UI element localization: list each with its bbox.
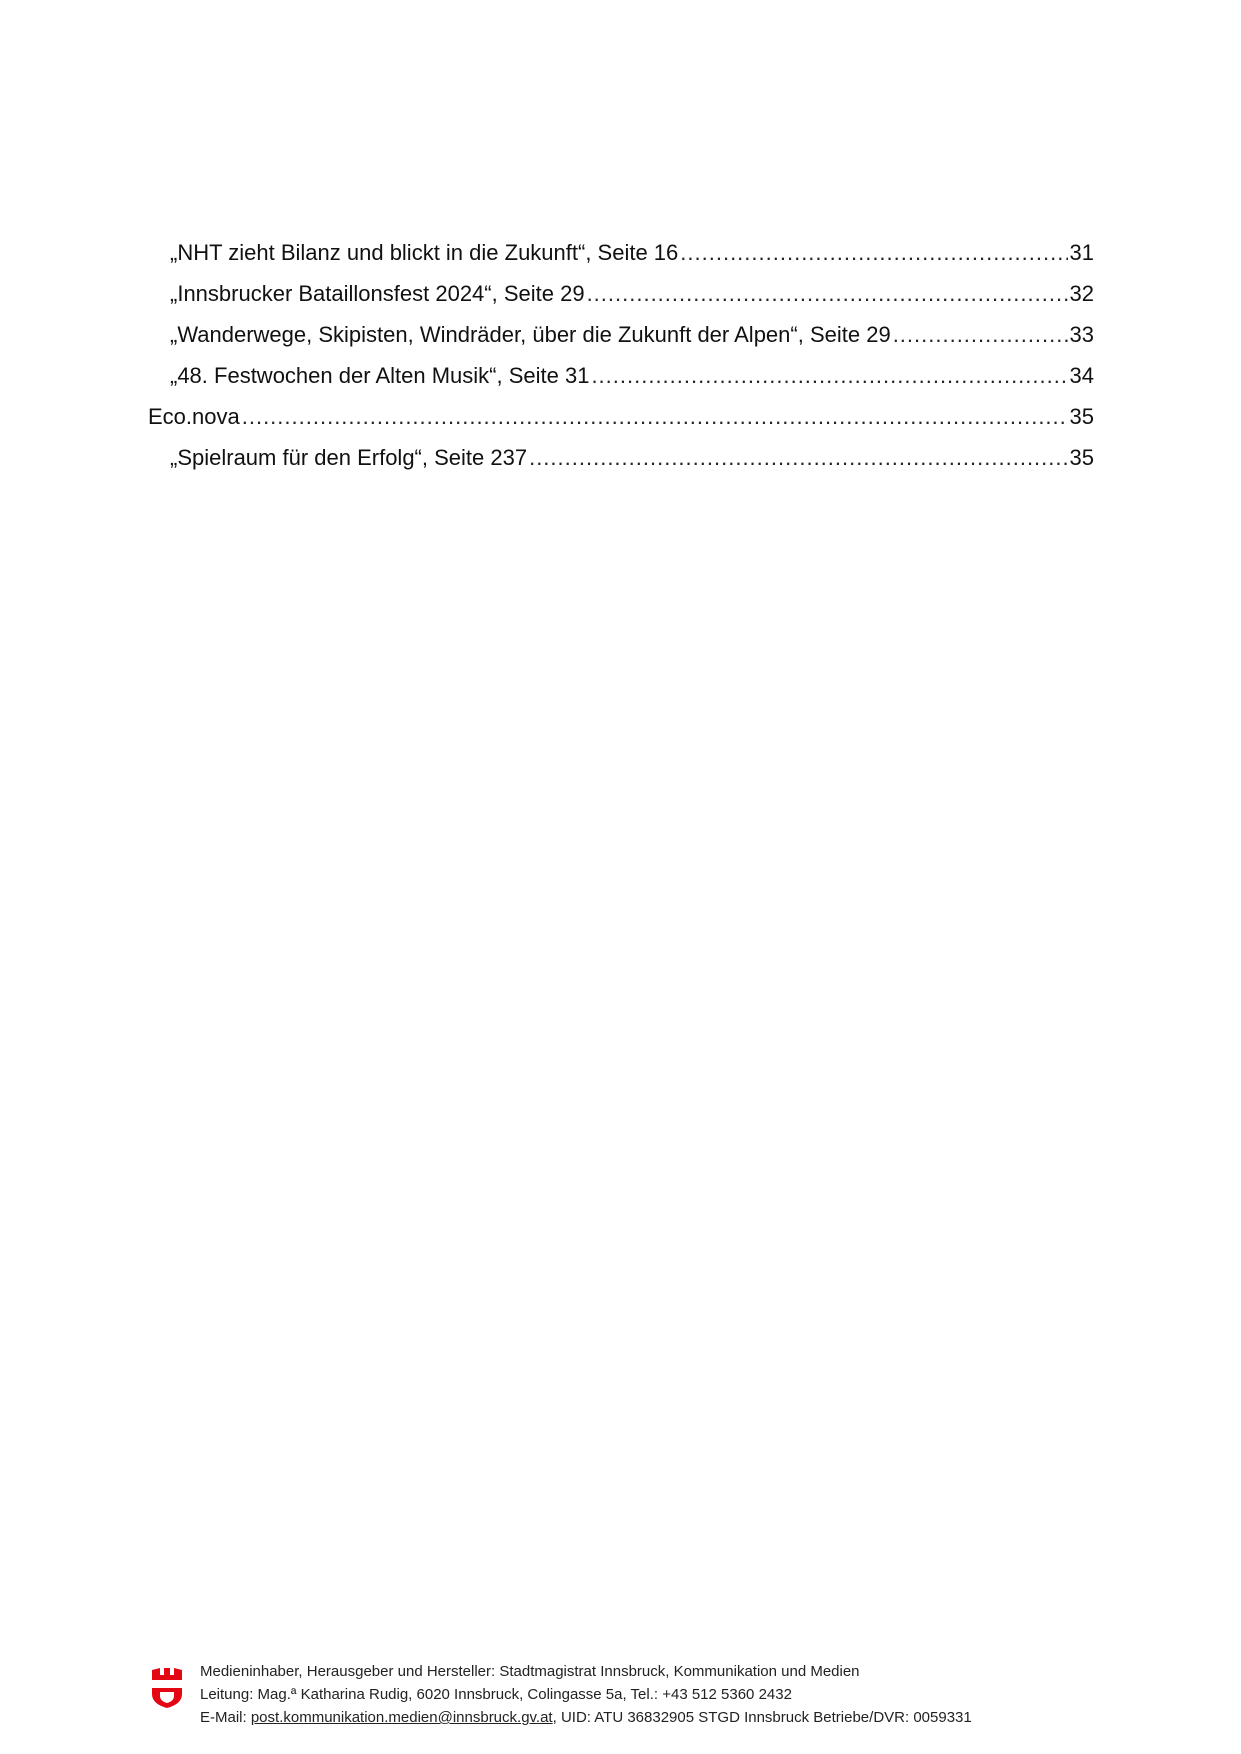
toc-entry-page: 34	[1069, 363, 1094, 388]
toc-entry-title: „Innsbrucker Bataillonsfest 2024“, Seite 29	[170, 281, 585, 306]
toc-dot-leader	[529, 437, 1067, 478]
toc-entry[interactable]	[148, 314, 1094, 355]
toc-entry[interactable]	[148, 273, 1094, 314]
toc-entry-title: „NHT zieht Bilanz und blickt in die Zukunft“, Seite 16	[170, 240, 679, 265]
toc-dot-leader	[587, 273, 1068, 314]
toc-dot-leader	[893, 314, 1068, 355]
footer-uid-text: , UID: ATU 36832905 STGD Innsbruck Betriebe/DVR: 0059331	[552, 1709, 972, 1726]
toc-entry-title: „Spielraum für den Erfolg“, Seite 237	[170, 445, 528, 470]
toc-entry[interactable]	[148, 437, 1094, 478]
innsbruck-crest-icon	[150, 1666, 184, 1710]
footer-line-publisher: Medieninhaber, Herausgeber und Hersteller: Stadtmagistrat Innsbruck, Kommunikation und Medien	[200, 1663, 860, 1680]
footer-email-label: E-Mail:	[200, 1709, 251, 1726]
toc-entry-page: 31	[1069, 240, 1094, 265]
footer-imprint	[200, 1660, 972, 1729]
footer-line-contact: Leitung: Mag.ª Katharina Rudig, 6020 Innsbruck, Colingasse 5a, Tel.: +43 512 5360 2432	[200, 1686, 792, 1703]
toc-entry-page: 32	[1069, 281, 1094, 306]
table-of-contents	[148, 232, 1094, 478]
toc-section-entry[interactable]	[148, 396, 1094, 437]
toc-entry-page: 33	[1069, 322, 1094, 347]
toc-dot-leader	[591, 355, 1067, 396]
footer-email-link[interactable]: post.kommunikation.medien@innsbruck.gv.at	[250, 1709, 553, 1726]
toc-dot-leader	[680, 232, 1067, 273]
page-footer	[150, 1660, 1090, 1730]
toc-entry-title: „Wanderwege, Skipisten, Windräder, über die Zukunft der Alpen“, Seite 29	[170, 322, 891, 347]
toc-entry-title: „48. Festwochen der Alten Musik“, Seite 31	[170, 363, 590, 388]
footer-line-email	[200, 1706, 972, 1729]
toc-entry-title: Eco.nova	[148, 404, 240, 429]
toc-dot-leader	[242, 396, 1068, 437]
toc-entry[interactable]	[148, 232, 1094, 273]
toc-entry[interactable]	[148, 355, 1094, 396]
toc-entry-page: 35	[1069, 445, 1094, 470]
toc-entry-page: 35	[1069, 404, 1094, 429]
